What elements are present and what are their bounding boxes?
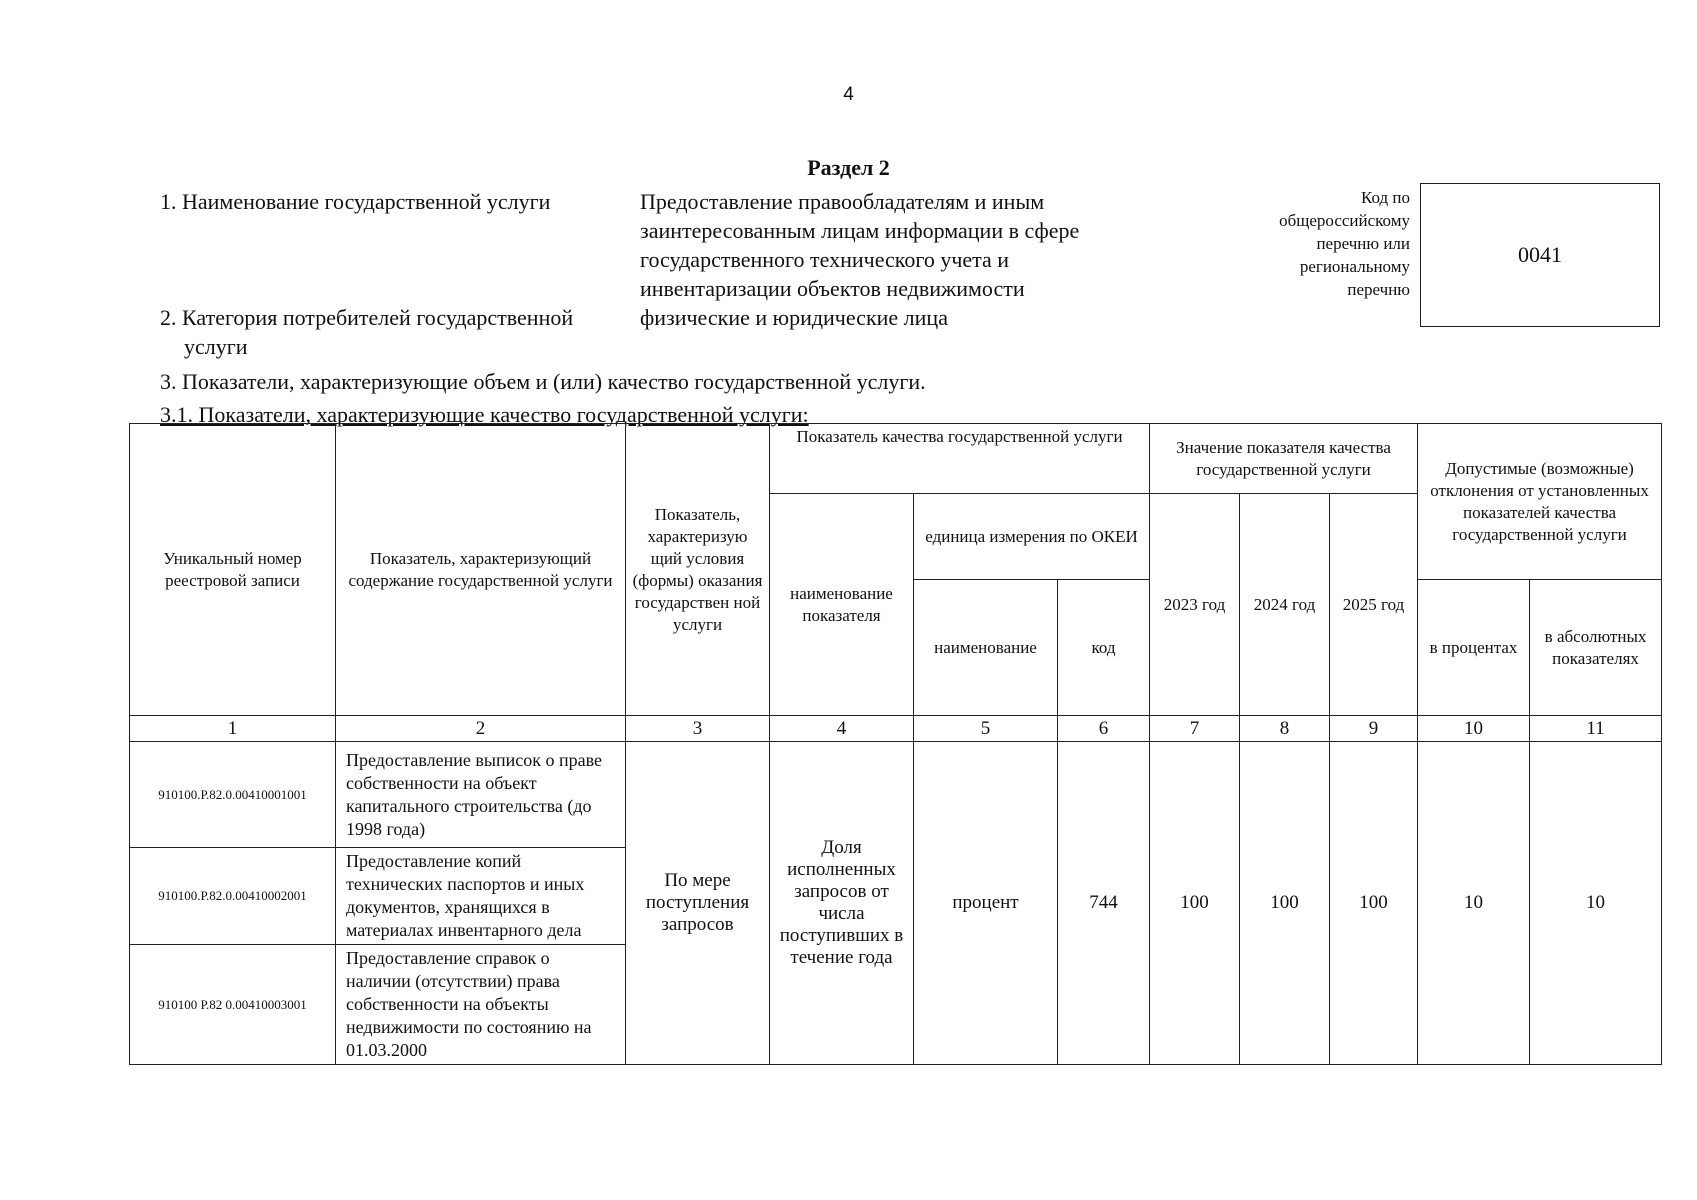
code-label xyxy=(1210,186,1410,301)
unit-name-cell: процент xyxy=(914,742,1058,1065)
reg-number-cell: 910100.Р.82.0.00410002001 xyxy=(130,848,336,945)
consumer-category-label-line: услуги xyxy=(184,334,248,359)
service-content-cell: Предоставление копий технических паспортов и иных документов, хранящихся в материалах инвентарного дела xyxy=(336,848,626,945)
indicator-name-cell: Доля исполненных запросов от числа поступивших в течение года xyxy=(770,742,914,1065)
code-label-line: перечню или xyxy=(1316,234,1410,253)
consumer-category-label xyxy=(160,303,620,361)
code-label-line: общероссийскому xyxy=(1279,211,1410,230)
service-name-line: заинтересованным лицам информации в сфере xyxy=(640,218,1080,243)
consumer-category-value: физические и юридические лица xyxy=(640,305,948,330)
page-number: 4 xyxy=(843,84,854,105)
consumer-category-label-line: 2. Категория потребителей государственной xyxy=(160,305,574,330)
reg-number-cell: 910100.Р.82.0.00410001001 xyxy=(130,742,336,848)
column-number: 8 xyxy=(1240,716,1330,742)
column-number: 7 xyxy=(1150,716,1240,742)
header-conditions: Показатель, характеризую щий условия (формы) оказания государствен ной услуги xyxy=(626,424,770,716)
code-label-line: региональному xyxy=(1299,257,1410,276)
value-2023-cell: 100 xyxy=(1150,742,1240,1065)
value-2024-cell: 100 xyxy=(1240,742,1330,1065)
code-box xyxy=(1420,183,1660,327)
column-number: 6 xyxy=(1058,716,1150,742)
header-quality-indicator: Показатель качества государственной услуги xyxy=(770,424,1150,494)
service-name-line: государственного технического учета и xyxy=(640,247,1010,272)
value-2025-cell: 100 xyxy=(1330,742,1418,1065)
header-absolute: в абсолютных показателях xyxy=(1530,580,1662,716)
column-number: 9 xyxy=(1330,716,1418,742)
column-number: 5 xyxy=(914,716,1058,742)
header-service-content: Показатель, характеризующий содержание государственной услуги xyxy=(336,424,626,716)
deviation-percent-cell: 10 xyxy=(1418,742,1530,1065)
header-year-2025: 2025 год xyxy=(1330,494,1418,716)
column-number: 3 xyxy=(626,716,770,742)
header-deviations: Допустимые (возможные) отклонения от установленных показателей качества государственной услуги xyxy=(1418,424,1662,580)
column-number: 4 xyxy=(770,716,914,742)
service-name-value xyxy=(640,187,1160,303)
code-label-line: Код по xyxy=(1361,188,1410,207)
code-label-line: перечню xyxy=(1347,280,1410,299)
header-okei-code: код xyxy=(1058,580,1150,716)
unit-code-cell: 744 xyxy=(1058,742,1150,1065)
header-indicator-name: наименование показателя xyxy=(770,494,914,716)
header-percent: в процентах xyxy=(1418,580,1530,716)
header-okei-name: наименование xyxy=(914,580,1058,716)
service-name-label: 1. Наименование государственной услуги xyxy=(160,189,551,214)
header-year-2023: 2023 год xyxy=(1150,494,1240,716)
quality-indicators-heading: 3.1. Показатели, характеризующие качество государственной услуги: xyxy=(160,402,809,427)
reg-number-cell: 910100 Р.82 0.00410003001 xyxy=(130,945,336,1065)
service-name-line: инвентаризации объектов недвижимости xyxy=(640,276,1025,301)
column-number: 1 xyxy=(130,716,336,742)
code-value: 0041 xyxy=(1518,242,1562,267)
quality-indicators-table xyxy=(129,423,1662,1065)
service-content-cell: Предоставление справок о наличии (отсутствии) права собственности на объекты недвижимости по состоянию на 01.03.2000 xyxy=(336,945,626,1065)
deviation-absolute-cell: 10 xyxy=(1530,742,1662,1065)
condition-cell: По мере поступления запросов xyxy=(626,742,770,1065)
header-okei-unit: единица измерения по ОКЕИ xyxy=(914,494,1150,580)
column-number: 10 xyxy=(1418,716,1530,742)
indicators-heading: 3. Показатели, характеризующие объем и (или) качество государственной услуги. xyxy=(160,369,926,394)
service-content-cell: Предоставление выписок о праве собственности на объект капитального строительства (до 1998 года) xyxy=(336,742,626,848)
table-row xyxy=(130,742,1662,848)
section-title: Раздел 2 xyxy=(807,155,890,180)
column-number: 11 xyxy=(1530,716,1662,742)
header-reg-number: Уникальный номер реестровой записи xyxy=(130,424,336,716)
header-indicator-value: Значение показателя качества государственной услуги xyxy=(1150,424,1418,494)
header-year-2024: 2024 год xyxy=(1240,494,1330,716)
service-name-line: Предоставление правообладателям и иным xyxy=(640,189,1045,214)
column-number: 2 xyxy=(336,716,626,742)
